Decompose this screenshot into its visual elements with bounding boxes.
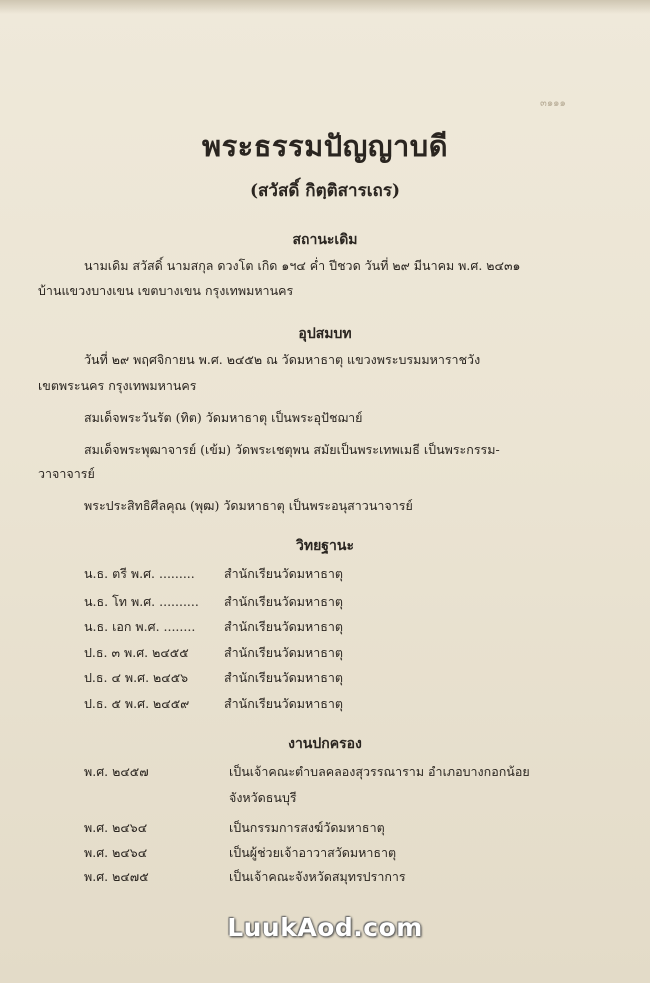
academic-place: สำนักเรียนวัดมหาธาตุ [224,670,344,685]
ordination-line-6: พระประสิทธิศีลคุณ (พุฒ) วัดมหาธาตุ เป็นพระอนุสาวนาจารย์ [84,498,413,513]
corner-page-mark: ๓๑๑๑ [540,98,566,109]
ordination-line-1: วันที่ ๒๙ พฤศจิกายน พ.ศ. ๒๔๕๒ ณ วัดมหาธาตุ แขวงพระบรมมหาราชวัง [84,352,481,367]
site-watermark: LuukAod.com [227,913,423,942]
page-subtitle: (สวัสดิ์ กิตฺติสารเถร) [249,181,400,201]
admin-year: พ.ศ. ๒๔๕๗ [84,764,149,779]
page-title: พระธรรมปัญญาบดี [201,129,449,163]
academic-place: สำนักเรียนวัดมหาธาตุ [224,696,344,711]
admin-heading: งานปกครอง [288,736,362,752]
academic-level: น.ธ. ตรี พ.ศ. ......... [84,566,195,581]
academic-level: ป.ธ. ๓ พ.ศ. ๒๔๕๕ [84,645,189,660]
ordination-line-2: เขตพระนคร กรุงเทพมหานคร [38,378,197,393]
academic-level: น.ธ. โท พ.ศ. .......... [84,594,199,609]
page-top-shadow [0,0,650,14]
academic-place: สำนักเรียนวัดมหาธาตุ [224,594,344,609]
academic-heading: วิทยฐานะ [296,538,354,554]
academic-level: น.ธ. เอก พ.ศ. ........ [84,619,196,634]
ordination-line-5: วาจาจารย์ [38,466,95,481]
admin-role: จังหวัดธนบุรี [229,790,297,805]
admin-year: พ.ศ. ๒๔๗๕ [84,869,149,884]
admin-year: พ.ศ. ๒๔๖๔ [84,820,148,835]
admin-role: เป็นเจ้าคณะจังหวัดสมุทรปราการ [229,869,406,884]
origin-line-2: บ้านแขวงบางเขน เขตบางเขน กรุงเทพมหานคร [38,283,294,298]
admin-role: เป็นเจ้าคณะตำบลคลองสุวรรณาราม อำเภอบางกอกน้อย [229,764,530,779]
academic-level: ป.ธ. ๔ พ.ศ. ๒๔๕๖ [84,670,189,685]
admin-role: เป็นกรรมการสงฆ์วัดมหาธาตุ [229,820,385,835]
origin-heading: สถานะเดิม [292,232,358,248]
admin-role: เป็นผู้ช่วยเจ้าอาวาสวัดมหาธาตุ [229,845,397,860]
academic-level: ป.ธ. ๕ พ.ศ. ๒๔๕๙ [84,696,190,711]
academic-place: สำนักเรียนวัดมหาธาตุ [224,619,344,634]
ordination-line-4: สมเด็จพระพุฒาจารย์ (เข้ม) วัดพระเชตุพน สมัยเป็นพระเทพเมธี เป็นพระกรรม- [84,442,500,457]
origin-line-1: นามเดิม สวัสดิ์ นามสกุล ดวงโต เกิด ๑ฯ๔ ค่ำ ปีชวด วันที่ ๒๙ มีนาคม พ.ศ. ๒๔๓๑ [84,258,521,273]
ordination-heading: อุปสมบท [298,326,352,342]
academic-place: สำนักเรียนวัดมหาธาตุ [224,566,344,581]
ordination-line-3: สมเด็จพระวันรัต (ทิต) วัดมหาธาตุ เป็นพระอุปัชฌาย์ [84,410,363,425]
academic-place: สำนักเรียนวัดมหาธาตุ [224,645,344,660]
admin-year: พ.ศ. ๒๔๖๔ [84,845,148,860]
